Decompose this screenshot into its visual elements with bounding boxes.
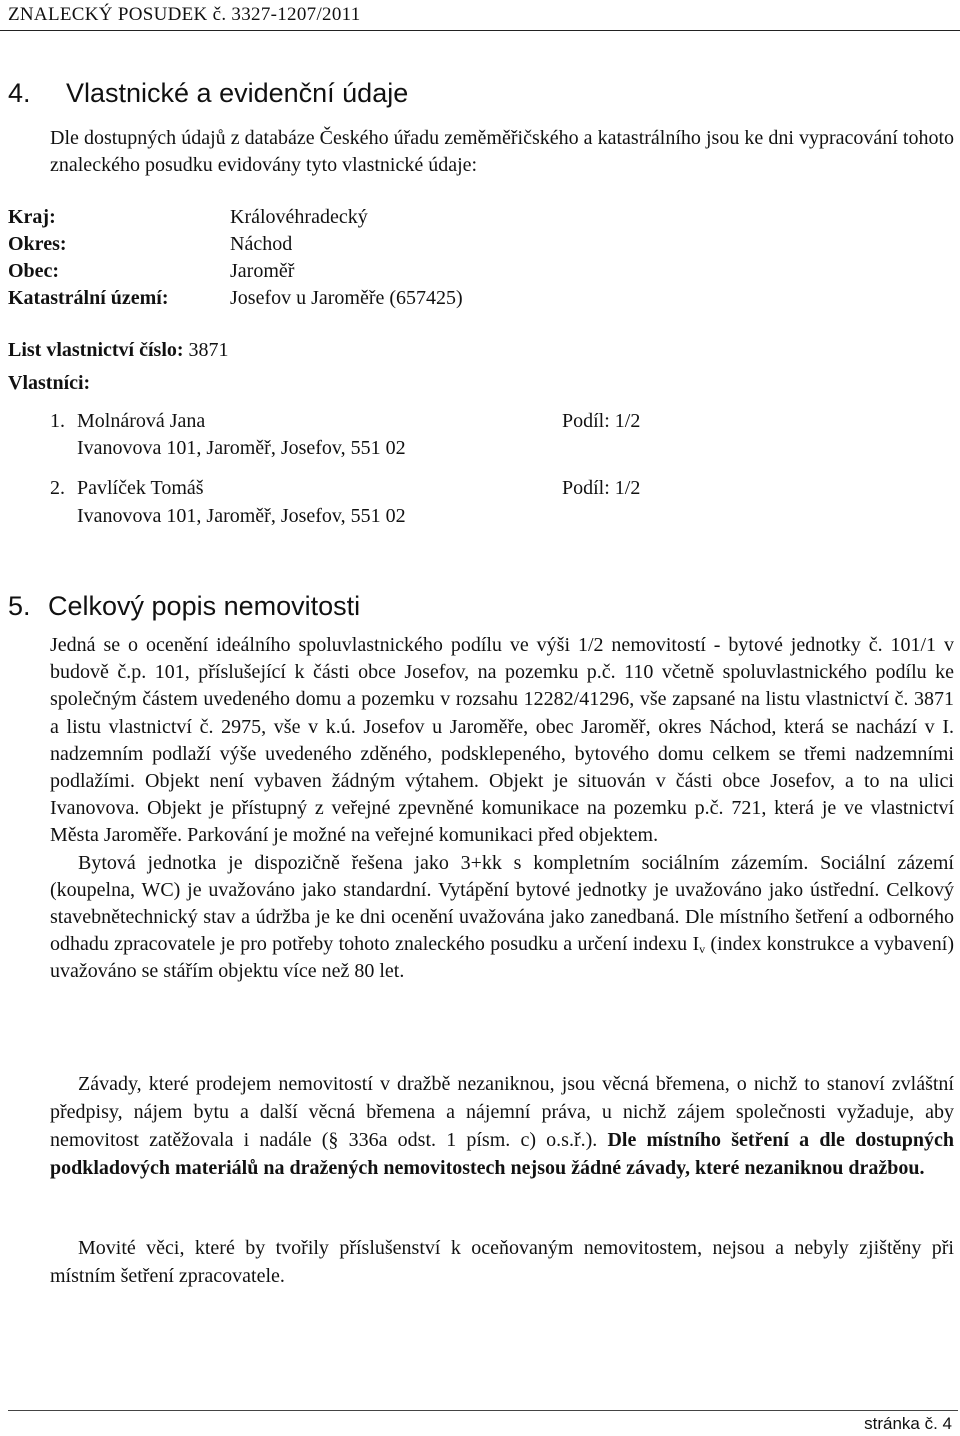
owners-label: Vlastníci: <box>8 372 91 394</box>
owner-2-share: Podíl: 1/2 <box>562 477 641 499</box>
field-value-katastralni-uzemi: Josefov u Jaroměře (657425) <box>230 287 463 309</box>
lv-label: List vlastnictví číslo: <box>8 339 184 361</box>
owner-1-address: Ivanovova 101, Jaroměř, Josefov, 551 02 <box>77 437 406 459</box>
description-paragraph-2 <box>50 850 954 986</box>
movables-paragraph: Movité věci, které by tvořily příslušenství k oceňovaným nemovitostem, nejsou a nebyly zjištěny při místním šetření zpracovatele. <box>50 1237 954 1287</box>
lv-number: 3871 <box>188 339 229 361</box>
field-value-okres: Náchod <box>230 233 293 255</box>
owner-1-number: 1. <box>50 410 65 432</box>
field-value-obec: Jaroměř <box>230 260 295 282</box>
list-vlastnictvi <box>8 339 229 362</box>
section-4-heading <box>8 78 408 109</box>
footer-rule <box>8 1410 958 1411</box>
field-value-kraj: Královéhradecký <box>230 206 368 228</box>
index-subscript: v <box>699 942 706 957</box>
field-label-okres: Okres: <box>8 233 67 255</box>
section-4-title: Vlastnické a evidenční údaje <box>66 78 409 108</box>
owner-2-number: 2. <box>50 477 65 499</box>
section-4-intro: Dle dostupných údajů z databáze Českého úřadu zeměměřičského a katastrálního jsou ke dni vypracování tohoto znaleckého posudku evidovány tyto vlastnické údaje: <box>50 127 954 176</box>
description-p2-text-end: (index konstrukce a vybavení) uvažováno se stářím objektu více než 80 let. <box>50 933 954 983</box>
document-title: ZNALECKÝ POSUDEK č. 3327-1207/2011 <box>8 4 361 25</box>
owner-2-name: Pavlíček Tomáš <box>77 477 204 499</box>
owner-1-share: Podíl: 1/2 <box>562 410 641 432</box>
field-label-obec: Obec: <box>8 260 60 282</box>
defects-text: Závady, které prodejem nemovitostí v dražbě nezaniknou, jsou věcná břemena, o nichž to stanoví zvláštní předpisy, nájem bytu a další věcná břemena a nájemní práva, u nichž zájem společnosti vyžaduje, aby nemovitost zatěžovala i nadále (§ 336a odst. 1 písm. c) o.s.ř.). <box>50 1073 954 1151</box>
section-5-number: 5. <box>8 591 31 621</box>
field-label-katastralni-uzemi: Katastrální území: <box>8 287 169 309</box>
owner-1-name: Molnárová Jana <box>77 410 206 432</box>
owner-2-address: Ivanovova 101, Jaroměř, Josefov, 551 02 <box>77 505 406 527</box>
description-p2-text: Bytová jednotka je dispozičně řešena jako 3+kk s kompletním sociálním zázemím. Sociální zázemí (koupelna, WC) je uvažováno jako standardní. Vytápění bytové jednotky je uvažováno jako ústřední. Celkový stavebnětechnický stav a údržba je ke dni ocenění uvažována jako zanedbaná. Dle místního šetření a odborného odhadu zpracovatele je pro potřeby tohoto znaleckého posudku a určení indexu I <box>50 851 954 956</box>
document-header <box>0 0 960 30</box>
section-5-heading <box>8 591 360 622</box>
section-5-title: Celkový popis nemovitosti <box>48 591 361 621</box>
header-rule <box>0 30 960 31</box>
section-5-description <box>50 632 954 986</box>
defects-bold-text: Dle místního šetření a dle dostupných podkladových materiálů na dražených nemovitostech nejsou žádné závady, které nezaniknou dražbou. <box>50 1129 955 1179</box>
description-paragraph-1: Jedná se o ocenění ideálního spoluvlastnického podílu ve výši 1/2 nemovitostí - bytové jednotky č. 101/1 v budově č.p. 101, příslušející k části obce Josefov, na pozemku p.č. 110 včetně spoluvlastnického podílu ke společným částem uvedeného domu a pozemku v rozsahu 12282/41296, vše zapsané na listu vlastnictví č. 3871 a listu vlastnictví č. 2975, vše v k.ú. Josefov u Jaroměře, obec Jaroměř, okres Náchod, která se nachází v I. nadzemním podlaží výše uvedeného zděného, podsklepeného, bytového domu celkem se třemi nadzemními podlažími. Objekt není vybaven žádným výtahem. Objekt je situován v části obce Josefov, a to na ulici Ivanovova. Objekt je přístupný z veřejné zpevněné komunikace na pozemku p.č. 721, která je ve vlastnictví Města Jaroměře. Parkování je možné na veřejné komunikaci před objektem. <box>50 634 954 847</box>
section-4-number: 4. <box>8 78 31 108</box>
defects-paragraph <box>50 1070 954 1182</box>
field-label-kraj: Kraj: <box>8 206 56 228</box>
page-number: stránka č. 4 <box>864 1414 952 1433</box>
